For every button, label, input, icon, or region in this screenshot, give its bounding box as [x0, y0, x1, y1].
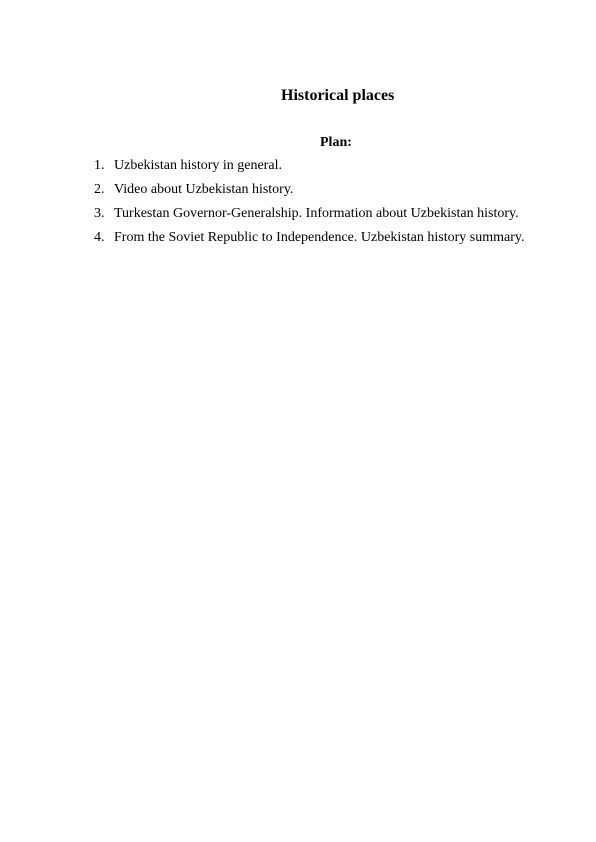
list-item-text: Uzbekistan history in general.	[114, 158, 282, 173]
list-item-number: 1.	[94, 158, 105, 173]
list-item	[94, 157, 524, 175]
list-item	[94, 181, 524, 199]
list-item-text: Turkestan Governor-Generalship. Information about Uzbekistan history.	[114, 206, 519, 221]
list-item	[94, 205, 524, 223]
list-item-number: 2.	[94, 182, 105, 197]
page-title: Historical places	[281, 87, 395, 104]
plan-heading: Plan:	[320, 135, 352, 150]
list-item	[94, 229, 524, 247]
list-item-number: 3.	[94, 206, 105, 221]
plan-list	[94, 157, 524, 253]
list-item-number: 4.	[94, 230, 105, 245]
list-item-text: From the Soviet Republic to Independence. Uzbekistan history summary.	[114, 230, 525, 245]
list-item-text: Video about Uzbekistan history.	[114, 182, 294, 197]
